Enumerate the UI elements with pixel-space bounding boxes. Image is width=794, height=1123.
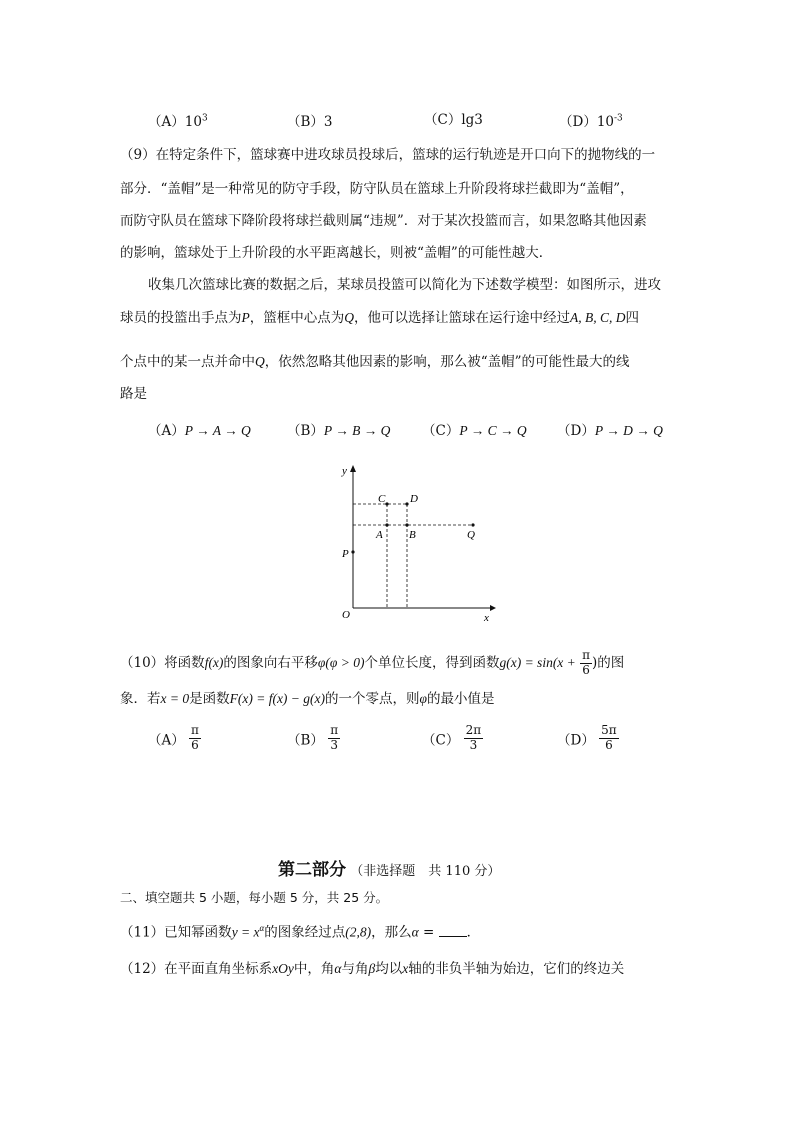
q10-option-b: （B） $\frac{\pi}{3}$: [287, 723, 339, 752]
point-b: [405, 523, 408, 526]
q8-option-b: （B）3: [287, 114, 333, 130]
point-p: [351, 550, 354, 553]
x-axis-label: x: [484, 612, 489, 624]
label-q: Q: [467, 529, 475, 541]
q10-option-a: （A） $\frac{\pi}{6}$: [148, 723, 199, 752]
q12-line: （12）在平面直角坐标系xOy中，角α与角β均以x轴的非负半轴为始边，它们的终边关: [120, 961, 625, 977]
q10-option-c: （C） $\frac{2\pi}{3}$: [422, 723, 482, 752]
section-2-title: 二、填空题共 5 小题，每小题 5 分，共 25 分。: [120, 890, 389, 905]
q9-option-d: （D）P → D → Q: [557, 423, 663, 439]
q9-option-a: （A）P → A → Q: [148, 423, 251, 439]
y-axis-label: y: [342, 465, 347, 477]
x-axis-arrow: [490, 605, 496, 611]
q9-line-2: 部分．“盖帽”是一种常见的防守手段，防守队员在篮球上升阶段将球拦截即为“盖帽”，: [120, 181, 634, 197]
q10-option-d: （D） $\frac{5\pi}{6}$: [557, 723, 617, 752]
label-a: A: [376, 529, 383, 541]
q9-line-5: 收集几次篮球比赛的数据之后，某球员投篮可以简化为下述数学模型：如图所示，进攻: [148, 277, 661, 293]
q11-answer-blank[interactable]: [439, 924, 467, 937]
point-d: [405, 502, 408, 505]
q8-option-c: （C）lg3: [424, 112, 483, 128]
label-d: D: [410, 493, 418, 505]
label-p: P: [342, 548, 349, 560]
y-axis-arrow: [350, 465, 356, 472]
origin-label: O: [342, 609, 350, 621]
q9-line-1: （9）在特定条件下，篮球赛中进攻球员投球后，篮球的运行轨迹是开口向下的抛物线的一: [120, 147, 656, 163]
label-c: C: [378, 493, 386, 505]
q9-line-7: 个点中的某一点并命中Q，依然忽略其他因素的影响，那么被“盖帽”的可能性最大的线: [120, 354, 630, 370]
part2-heading: [278, 855, 500, 880]
q10-line-2: 象．若x = 0是函数F(x) = f(x) − g(x)的一个零点，则φ的最小值是: [120, 691, 495, 707]
point-c: [385, 502, 388, 505]
q8-option-d: $(D)10^{-3}$: [559, 113, 623, 130]
q11-line: （11）已知幂函数$y = x^\alpha$的图象经过点(2,8)，那么α = ．: [120, 923, 481, 941]
q10-line-1: （10）将函数f(x)的图象向右平移φ(φ > 0)个单位长度，得到函数g(x) = sin(x + $\frac{\pi}{6}$ )的图: [120, 648, 625, 677]
q9-option-c: （C）P → C → Q: [422, 423, 527, 439]
point-q: [471, 523, 474, 526]
point-a: [385, 523, 388, 526]
part2-subtitle: （非选择题 共 110 分）: [350, 864, 501, 879]
q8-option-a: $(A)10^3$: [148, 113, 208, 130]
basketball-figure: [330, 460, 500, 625]
q9-line-3: 而防守队员在篮球下降阶段将球拦截则属“违规”．对于某次投篮而言，如果忽略其他因素: [120, 213, 647, 229]
part2-title: 第二部分: [278, 860, 346, 880]
q9-line-8: 路是: [120, 386, 147, 402]
q9-option-b: （B）P → B → Q: [287, 423, 391, 439]
q10-frac-pi-6: $\frac{\pi}{6}$: [582, 648, 590, 677]
q9-line-6: 球员的投篮出手点为P，篮框中心点为Q，他可以选择让篮球在运行途中经过A, B, C, D四: [120, 310, 639, 326]
q9-line-4: 的影响，篮球处于上升阶段的水平距离越长，则被“盖帽”的可能性越大．: [120, 245, 553, 261]
label-b: B: [409, 529, 416, 541]
